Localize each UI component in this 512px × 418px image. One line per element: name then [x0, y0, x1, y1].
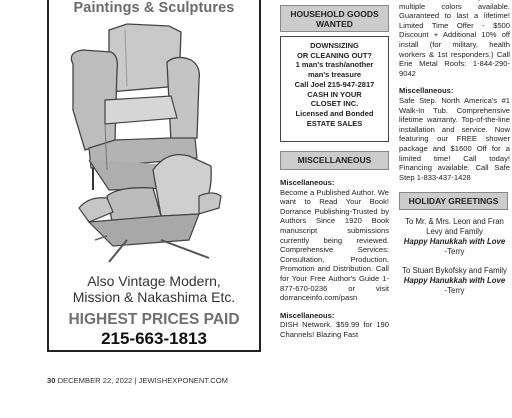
- box-line: CASH IN YOUR: [307, 89, 362, 99]
- greeting-to: To Mr. & Mrs. Leon and Fran Levy and Family: [405, 217, 504, 237]
- classified-label: Miscellaneous:: [280, 178, 335, 187]
- right-column: [399, 0, 510, 370]
- vintage-line-2: Mission & Nakashima Etc.: [72, 289, 236, 305]
- website: JEWISHEXPONENT.COM: [138, 376, 228, 385]
- greeting-from: -Terry: [444, 286, 465, 296]
- greeting: [399, 266, 510, 295]
- box-line: man's treasure: [307, 70, 362, 80]
- vintage-line-1: Also Vintage Modern,: [87, 273, 221, 289]
- estate-sales-ad-box: [280, 36, 389, 142]
- greeting-message: Happy Hanukkah with Love: [403, 236, 506, 246]
- classified-text: Safe Step. North America's #1 Walk-In Tub. Comprehensive lifetime warranty. Top-of-the-line installation and service. Now featuring our FREE shower package and $1600 Off for a limited time! Call today! Financing available. Call Safe Step 1-833-437-1428: [399, 95, 510, 182]
- box-line: Call Joel 215-947-2817: [294, 79, 375, 89]
- holiday-greetings-header: HOLIDAY GREETINGS: [399, 192, 508, 210]
- classified-text: multiple colors available. Guaranteed to last a lifetime! Limited Time Offer - $500 Discount + Additional 10% off install (for military, health workers & 1st responders.) Call Erie Metal Roofs: 1-844-290-9042: [399, 1, 510, 78]
- box-line: OR CLEANING OUT?: [297, 50, 372, 60]
- box-line: ESTATE SALES: [306, 118, 363, 128]
- classified-text: DISH Network. $59.99 for 190 Channels! Blazing Fast: [280, 320, 389, 339]
- box-line: 1 man's trash/another: [295, 60, 374, 70]
- footer-separator: |: [134, 376, 137, 385]
- middle-column: [278, 0, 391, 370]
- ad-phone-number: 215-663-1813: [101, 329, 207, 348]
- greeting: [399, 217, 510, 256]
- page-number: 30: [47, 376, 56, 385]
- box-line: CLOSET INC.: [310, 99, 359, 109]
- ad-headline: Paintings & Sculptures: [73, 0, 235, 16]
- greeting-from: -Terry: [444, 246, 465, 256]
- box-line: DOWNSIZING: [310, 41, 359, 50]
- miscellaneous-header: MISCELLANEOUS: [280, 151, 389, 170]
- greeting-to: To Stuart Bykofsky and Family: [402, 266, 507, 276]
- household-goods-header: HOUSEHOLD GOODS WANTED: [280, 5, 389, 32]
- ad-highest-prices: HIGHEST PRICES PAID: [68, 311, 240, 328]
- antiques-ad: [47, 0, 261, 352]
- classified-ad-continued: [399, 0, 510, 78]
- box-line: Licensed and Bonded: [295, 108, 374, 118]
- classified-ad: [399, 86, 510, 182]
- page-footer: [47, 376, 287, 385]
- classified-label: Miscellaneous:: [399, 86, 454, 96]
- issue-date: DECEMBER 22, 2022: [57, 376, 133, 385]
- greeting-message: Happy Hanukkah with Love: [403, 276, 506, 286]
- classified-text: Become a Published Author. We want to Read Your Book! Dorrance Publishing-Trusted by Authors Since 1920 Book manuscript submissions currently being reviewed. Comprehensive Services: Consultation, Production, Promotion and Distribution. Call for Your Free Author's Guide 1-877-670-0236 or visit dorranceinfo.com/pasn: [280, 187, 389, 303]
- classified-label: Miscellaneous:: [280, 310, 335, 320]
- ad-vintage-text: [49, 273, 259, 305]
- classified-ad: [280, 178, 389, 303]
- classified-ad: [280, 311, 389, 340]
